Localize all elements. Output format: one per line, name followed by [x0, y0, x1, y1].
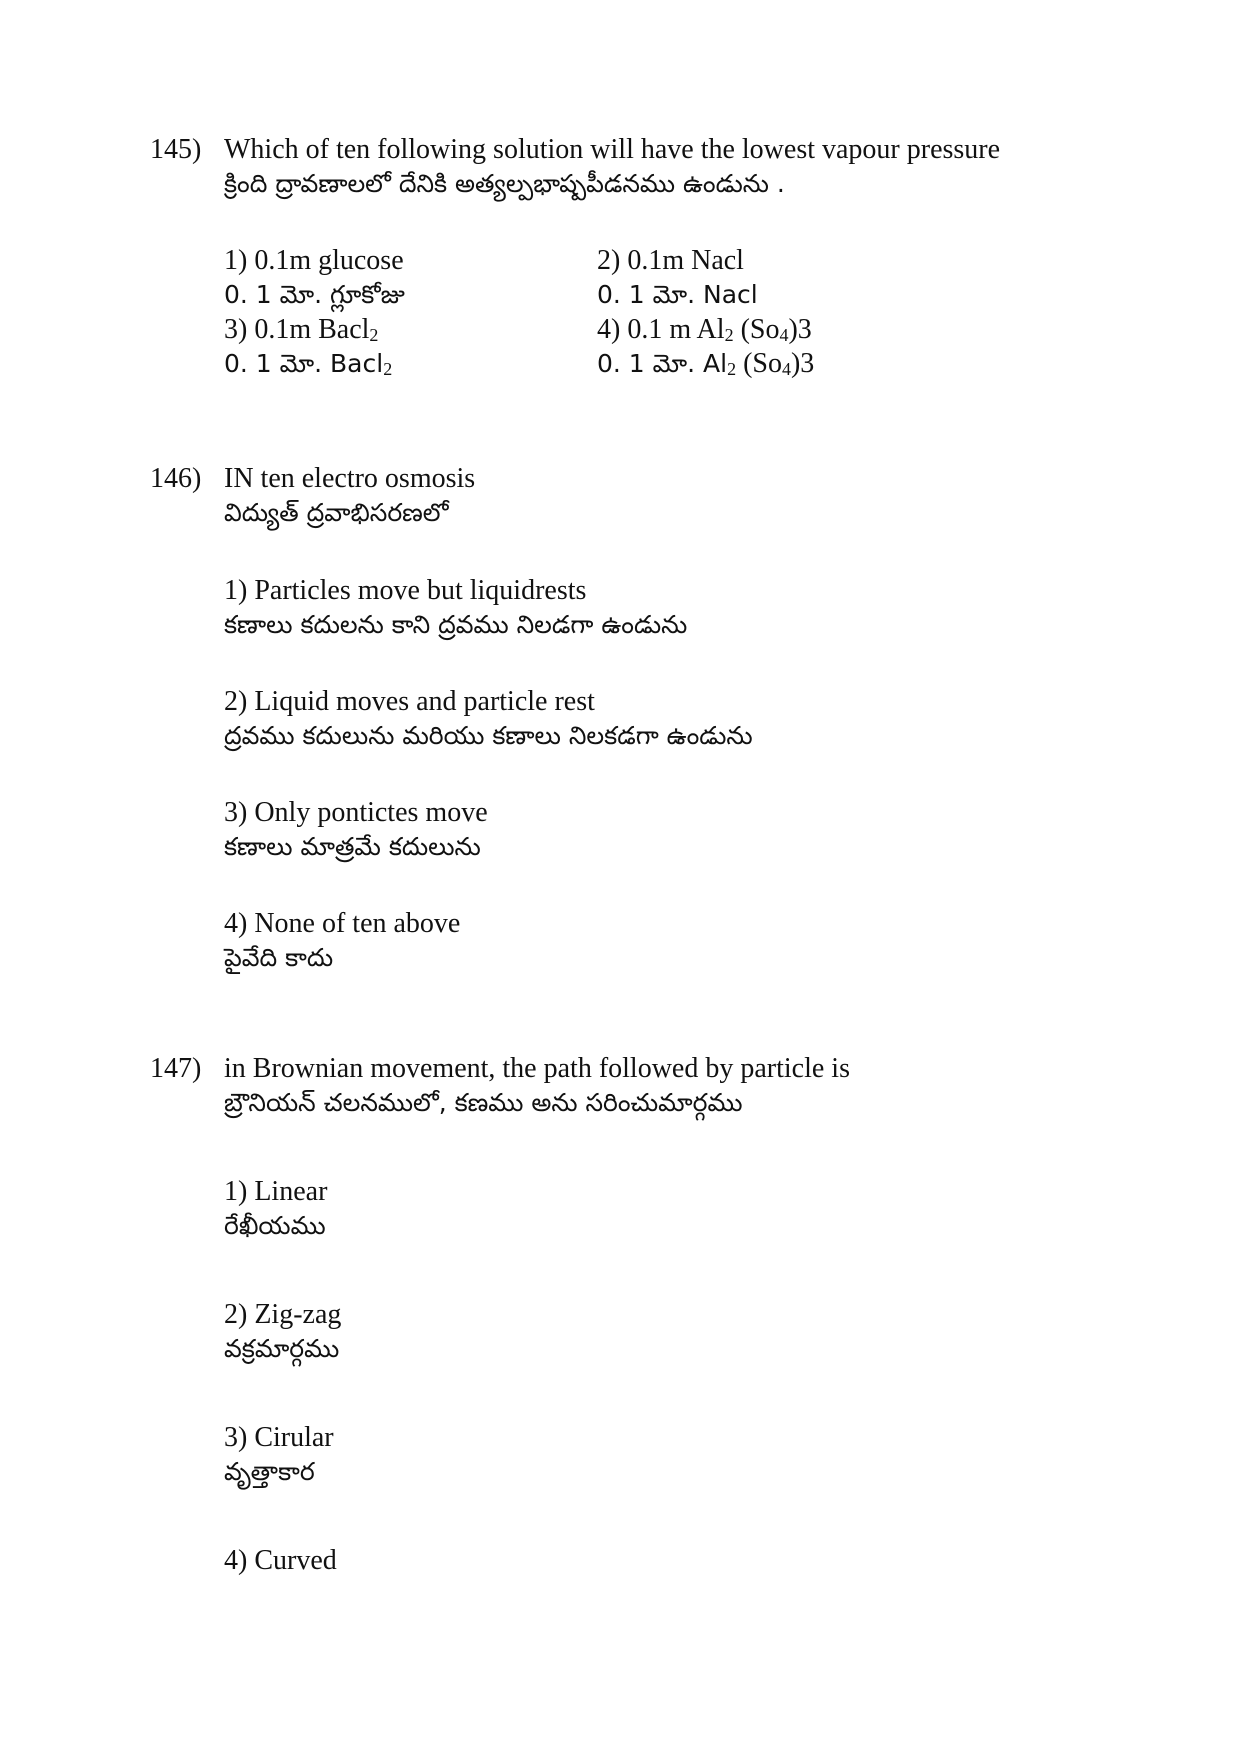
- option-2: [224, 1298, 341, 1366]
- option-1: [224, 574, 687, 642]
- option-text-te: వక్రమార్గము: [224, 1334, 340, 1363]
- option-text-te: కణాలు కదులను కాని ద్రవము నిలడగా ఉండును: [224, 610, 688, 639]
- option-text-te: 0. 1 మో. $Al_2$ $(So_4)3$: [597, 348, 815, 379]
- option-text-te: కణాలు మాత్రమే కదులును: [224, 832, 481, 861]
- option-text-te: వృత్తాకార: [224, 1457, 315, 1486]
- option-text-en: 2) Zig-zag: [224, 1299, 342, 1330]
- question-text: [224, 1052, 850, 1120]
- option-4: [224, 1544, 337, 1578]
- option-text-en: 4) 0.1 m $Al_2$ $(So_4)3$: [597, 314, 812, 345]
- question-text-en: in Brownian movement, the path followed by particle is: [224, 1053, 850, 1084]
- question-text: [224, 462, 475, 530]
- question-text-te: బ్రౌనియన్ చలనములో, కణము అను సరించుమార్గము: [224, 1088, 743, 1117]
- option-4: [597, 313, 814, 381]
- option-2: [224, 685, 753, 753]
- option-text-te: ద్రవము కదులును మరియు కణాలు నిలకడగా ఉండును: [224, 721, 753, 750]
- option-text-te: పైవేది కాదు: [224, 943, 334, 972]
- option-text-te: 0. 1 మో. Bacl$_2$: [224, 349, 393, 379]
- option-1: [224, 1175, 327, 1243]
- question-text-en: IN ten electro osmosis: [224, 463, 476, 494]
- question-number: 147): [150, 1053, 202, 1084]
- option-text-te: 0. 1 మో. గ్లూకోజు: [224, 280, 405, 309]
- question-text-te: క్రింది ద్రావణాలలో దేనికి అత్యల్పభాష్పపీడనము ఉండును .: [224, 169, 785, 198]
- option-1: [224, 244, 405, 312]
- option-3: [224, 796, 488, 864]
- option-text-en: 3) 0.1m Bacl$_2$: [224, 314, 379, 345]
- question-number: 146): [150, 463, 202, 494]
- question-number: 145): [150, 134, 202, 165]
- option-text-te: రేఖీయము: [224, 1211, 326, 1240]
- question-text-en: Which of ten following solution will have the lowest vapour pressure: [224, 134, 1001, 165]
- option-text-en: 1) Linear: [224, 1176, 328, 1207]
- option-text-en: 4) None of ten above: [224, 908, 461, 939]
- option-2: [597, 244, 758, 312]
- option-4: [224, 907, 460, 975]
- question-text-te: విద్యుత్ ద్రవాభిసరణలో: [224, 498, 449, 527]
- option-text-te: 0. 1 మో. Nacl: [597, 280, 758, 309]
- option-text-en: 3) Cirular: [224, 1422, 334, 1453]
- option-3: [224, 313, 392, 381]
- question-text: [224, 133, 1000, 201]
- option-text-en: 4) Curved: [224, 1545, 337, 1576]
- option-text-en: 1) 0.1m glucose: [224, 245, 404, 276]
- option-text-en: 2) 0.1m Nacl: [597, 245, 744, 276]
- option-text-en: 1) Particles move but liquidrests: [224, 575, 587, 606]
- option-text-en: 2) Liquid moves and particle rest: [224, 686, 595, 717]
- option-text-en: 3) Only pontictes move: [224, 797, 488, 828]
- option-3: [224, 1421, 334, 1489]
